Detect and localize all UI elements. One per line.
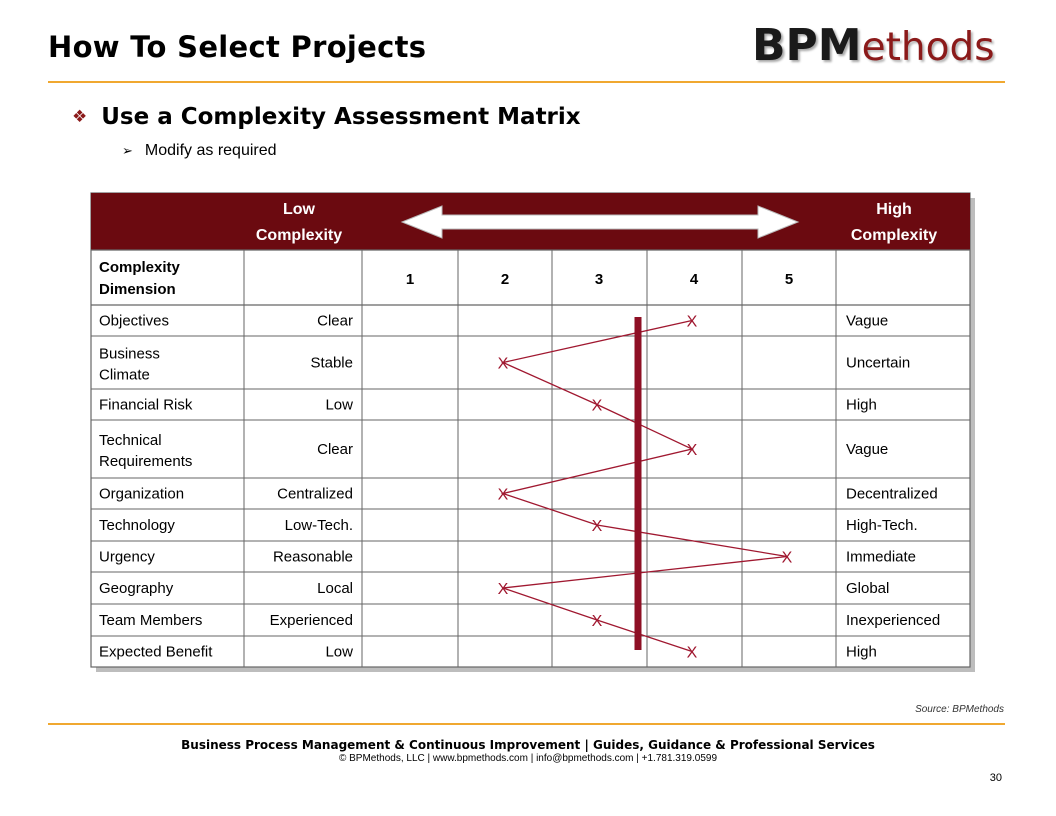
- row-high-label: High-Tech.: [846, 517, 918, 534]
- header-low-line2: Complexity: [255, 227, 343, 244]
- row-dimension-name: Requirements: [99, 453, 193, 470]
- row-high-label: High: [846, 643, 877, 661]
- page-number: 30: [989, 772, 1002, 784]
- scale-number-2: 2: [500, 271, 510, 288]
- row-high-label: Immediate: [846, 548, 917, 566]
- header-high-line2: Complexity: [850, 227, 938, 244]
- row-low-label: Reasonable: [272, 548, 353, 566]
- rating-mark-x: X: [591, 613, 603, 630]
- rating-mark-x: X: [591, 518, 603, 535]
- rating-mark-x: X: [781, 549, 793, 567]
- header-high-line1: High: [876, 201, 912, 218]
- row-low-label: Low-Tech.: [284, 517, 353, 534]
- row-dimension-name: Business: [99, 345, 160, 363]
- page-title: How To Select Projects: [48, 30, 427, 64]
- row-low-label: Local: [317, 580, 353, 597]
- footer-contact: © BPMethods, LLC | www.bpmethods.com | info@bpmethods.com | +1.781.319.0599: [338, 753, 718, 764]
- diamond-bullet-icon: ❖: [72, 107, 88, 127]
- bottom-rule: [48, 723, 1005, 725]
- row-high-label: High: [846, 396, 877, 414]
- logo-bold: BPM: [752, 20, 862, 71]
- row-high-label: Vague: [846, 441, 889, 458]
- row-dimension-name: Geography: [99, 580, 174, 597]
- footer-tagline: Business Process Management & Continuous Improvement | Guides, Guidance & Professional Services: [181, 738, 875, 752]
- row-low-label: Low: [325, 643, 353, 661]
- matrix-body: [91, 193, 970, 667]
- scale-number-3: 3: [594, 271, 604, 288]
- dimension-header-line2: Dimension: [99, 281, 176, 298]
- row-dimension-name: Team Members: [99, 612, 203, 629]
- arrow-bullet-icon: ➢: [122, 143, 133, 158]
- row-dimension-name: Technical: [99, 432, 162, 449]
- row-low-label: Centralized: [277, 485, 353, 503]
- row-high-label: Inexperienced: [846, 612, 941, 629]
- rating-mark-x: X: [497, 355, 509, 373]
- row-low-label: Stable: [310, 354, 353, 372]
- row-low-label: Clear: [317, 312, 353, 330]
- row-high-label: Global: [846, 580, 890, 597]
- rating-mark-x: X: [686, 313, 698, 331]
- header-low-line1: Low: [283, 201, 315, 218]
- row-high-label: Uncertain: [846, 354, 911, 372]
- rating-mark-x: X: [686, 644, 698, 662]
- threshold-bar: [635, 317, 642, 650]
- row-dimension-name: Organization: [99, 485, 185, 503]
- row-dimension-name: Expected Benefit: [99, 643, 213, 661]
- rating-mark-x: X: [591, 397, 603, 415]
- row-dimension-name: Technology: [99, 517, 175, 534]
- row-dimension-name: Climate: [99, 366, 150, 384]
- row-dimension-name: Objectives: [99, 312, 170, 330]
- sub-bullet-text: Modify as required: [144, 142, 277, 159]
- row-low-label: Low: [325, 396, 353, 414]
- row-low-label: Clear: [317, 441, 353, 458]
- source-note: Source: BPMethods: [915, 704, 1004, 715]
- rating-mark-x: X: [497, 581, 509, 598]
- row-high-label: Vague: [846, 312, 889, 330]
- dimension-header-line1: Complexity: [99, 259, 180, 276]
- scale-number-1: 1: [405, 271, 415, 288]
- rating-mark-x: X: [497, 486, 509, 504]
- row-dimension-name: Urgency: [99, 548, 155, 566]
- main-bullet-text: Use a Complexity Assessment Matrix: [101, 104, 581, 130]
- row-dimension-name: Financial Risk: [99, 396, 193, 414]
- logo-rest: ethods: [861, 25, 995, 70]
- scale-number-4: 4: [689, 271, 699, 288]
- rating-mark-x: X: [686, 442, 698, 459]
- row-high-label: Decentralized: [846, 485, 938, 503]
- row-low-label: Experienced: [269, 612, 353, 629]
- scale-number-5: 5: [784, 271, 794, 288]
